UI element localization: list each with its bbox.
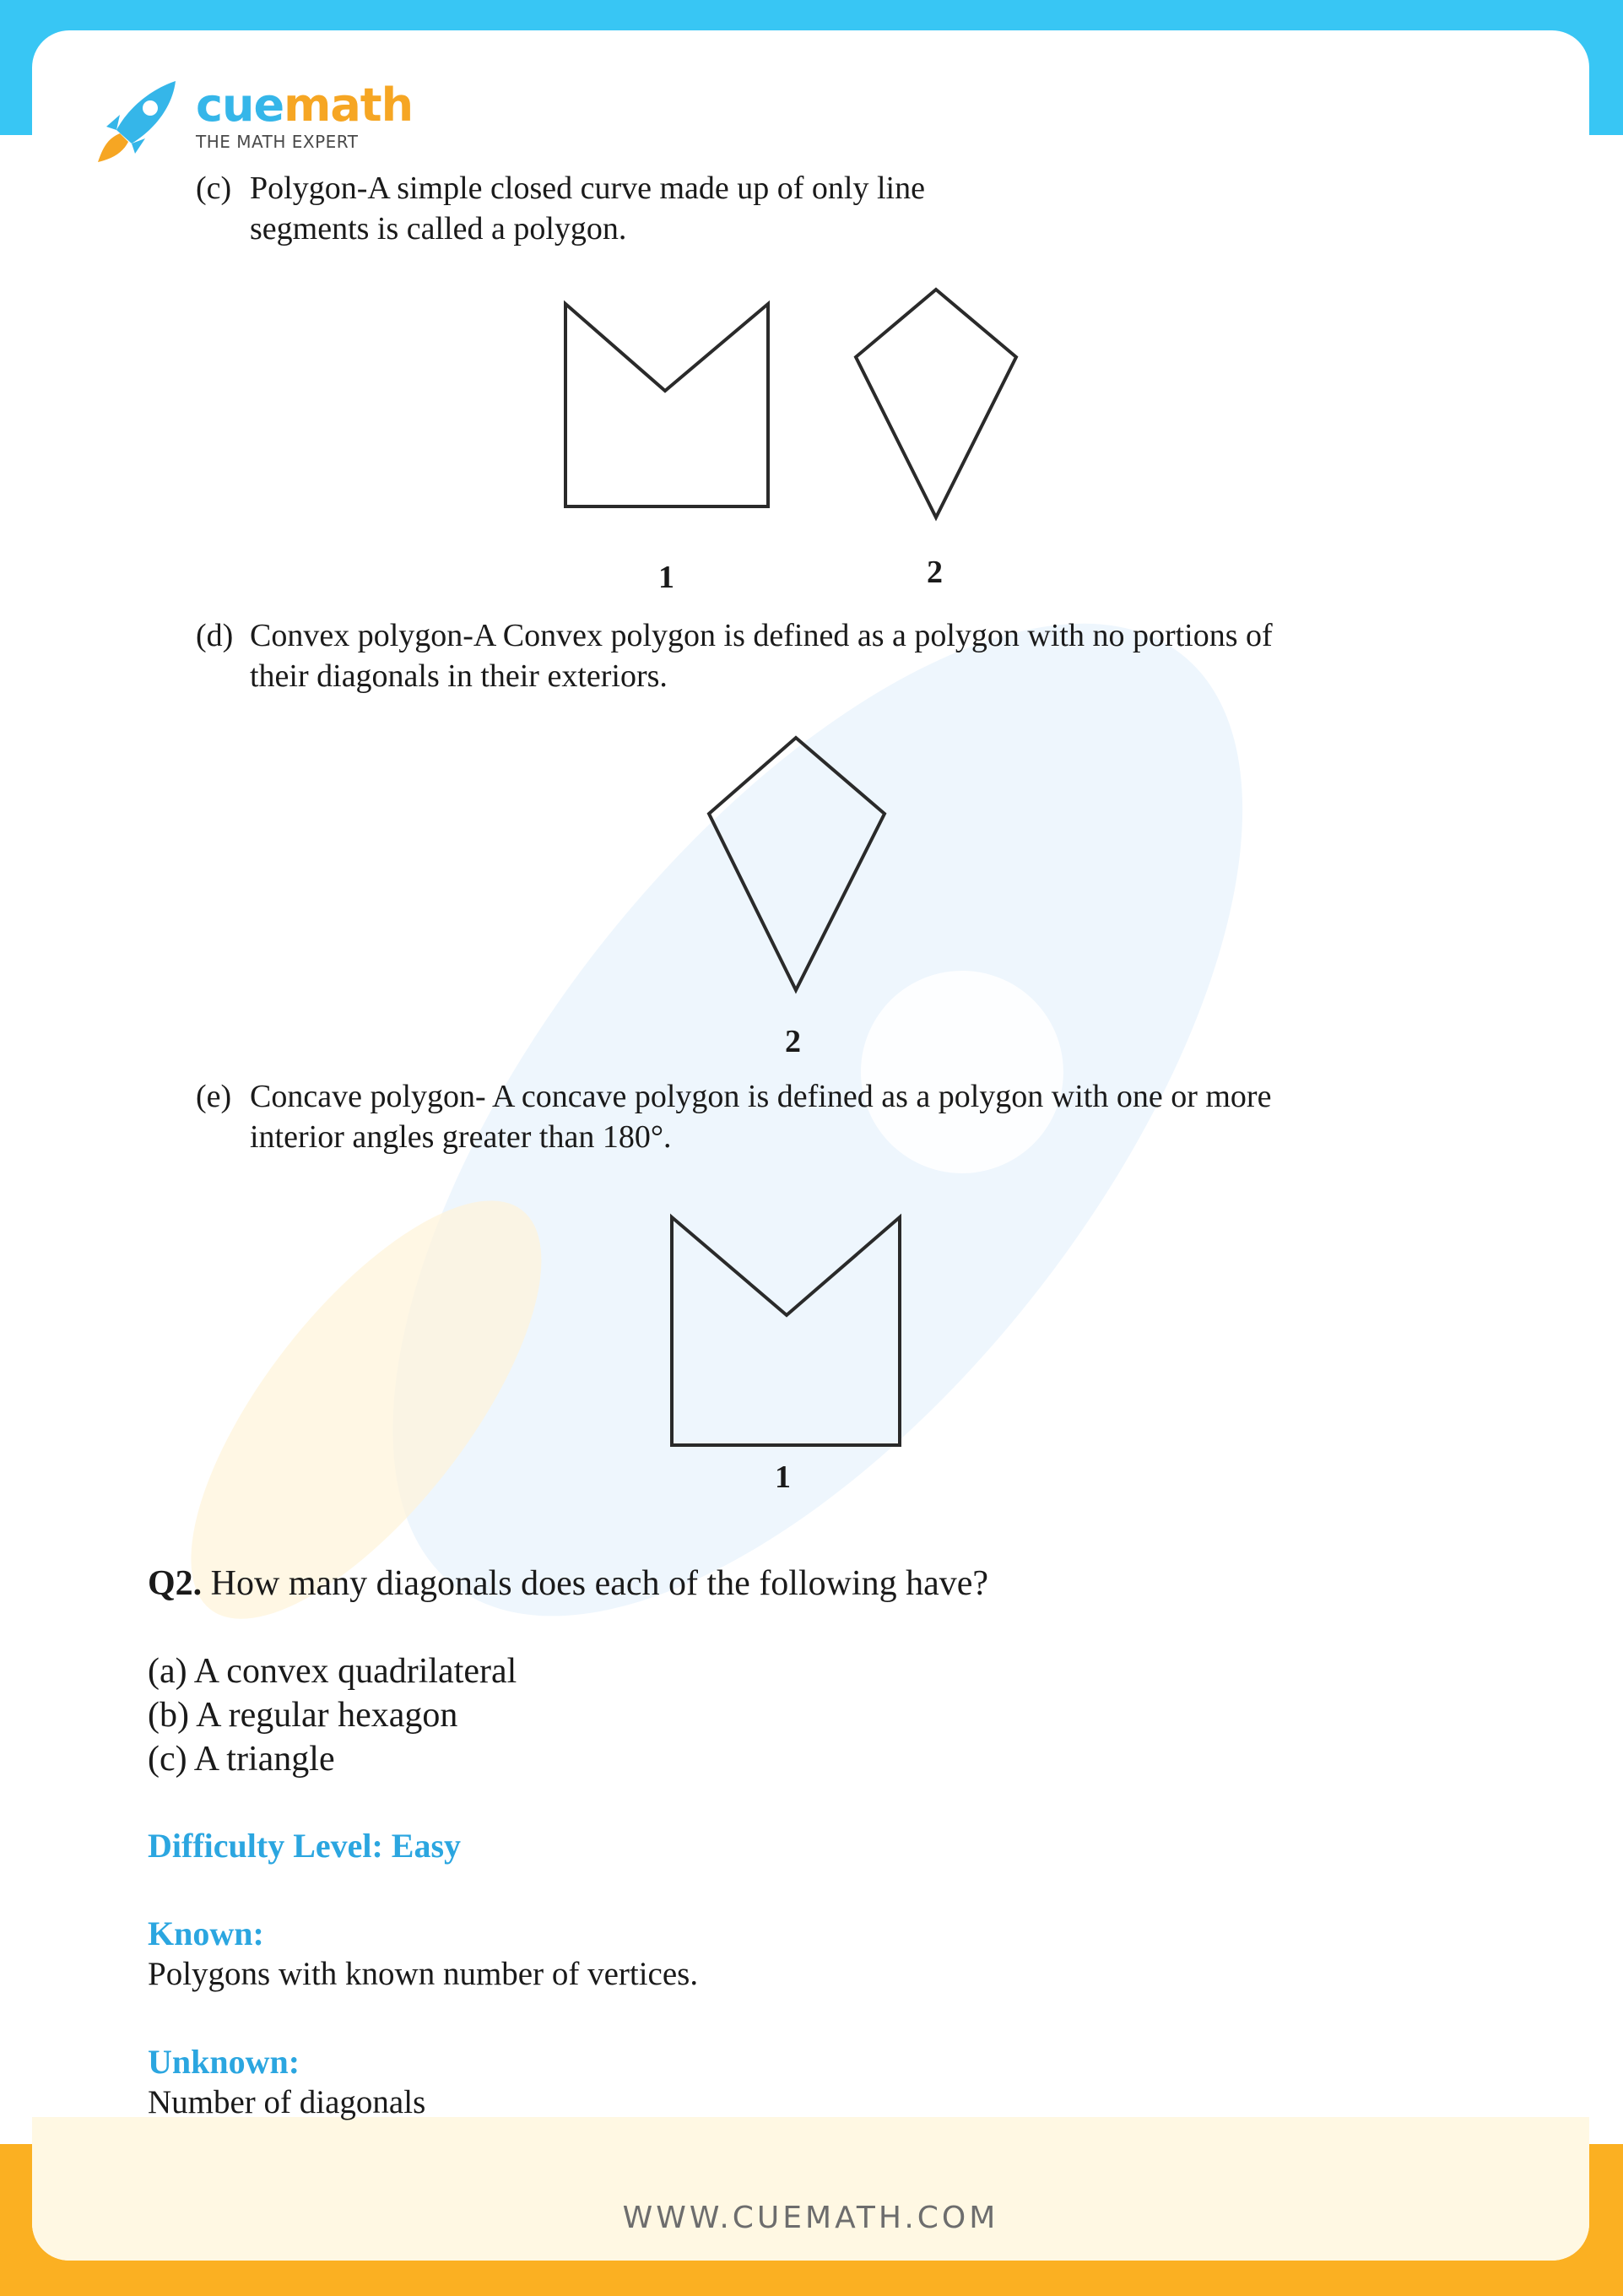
item-marker: (c) — [196, 171, 232, 206]
definition-line: Concave polygon- A concave polygon is defined as a polygon with one or more — [250, 1079, 1272, 1114]
unknown-heading: Unknown: — [148, 2043, 300, 2081]
concave-polygon-shape — [565, 304, 768, 506]
definition-line: their diagonals in their exteriors. — [250, 658, 668, 694]
option-b: (b) A regular hexagon — [148, 1696, 458, 1735]
footer-url[interactable]: WWW.CUEMATH.COM — [622, 2201, 999, 2235]
question-options — [148, 1649, 517, 1781]
concave-figure — [662, 1207, 906, 1452]
option-c: (c) A triangle — [148, 1740, 335, 1779]
question-2 — [148, 1560, 988, 1607]
figure-label-2: 2 — [785, 1024, 801, 1059]
cuemath-logo[interactable] — [91, 74, 413, 167]
item-marker: (e) — [196, 1079, 232, 1114]
unknown-text: Number of diagonals — [148, 2084, 426, 2120]
rocket-logo-icon — [91, 74, 184, 167]
concave-polygon-shape — [672, 1217, 900, 1445]
figure-label-2: 2 — [927, 555, 943, 590]
definition-line: Convex polygon-A Convex polygon is defined as a polygon with no portions of — [250, 618, 1273, 653]
figure-label-1: 1 — [658, 560, 674, 595]
question-number: Q2. — [148, 1564, 203, 1603]
item-marker: (d) — [196, 618, 234, 653]
known-text: Polygons with known number of vertices. — [148, 1956, 699, 1992]
definition-line: segments is called a polygon. — [250, 211, 627, 246]
question-text: How many diagonals does each of the following have? — [210, 1564, 989, 1603]
logo-wordmark: cuemath — [196, 79, 414, 132]
option-a: (a) A convex quadrilateral — [148, 1652, 517, 1691]
kite-polygon-shape — [709, 738, 885, 990]
figure-label-1: 1 — [775, 1459, 791, 1495]
definition-line: interior angles greater than 180°. — [250, 1119, 672, 1155]
logo-tagline: THE MATH EXPERT — [196, 132, 359, 152]
footer — [32, 2117, 1589, 2261]
definition-line: Polygon-A simple closed curve made up of only line — [250, 171, 925, 206]
convex-figure — [701, 733, 895, 994]
polygon-figures — [557, 283, 1030, 528]
kite-polygon-shape — [856, 290, 1016, 517]
difficulty-level: Difficulty Level: Easy — [148, 1827, 462, 1865]
known-heading: Known: — [148, 1914, 264, 1952]
